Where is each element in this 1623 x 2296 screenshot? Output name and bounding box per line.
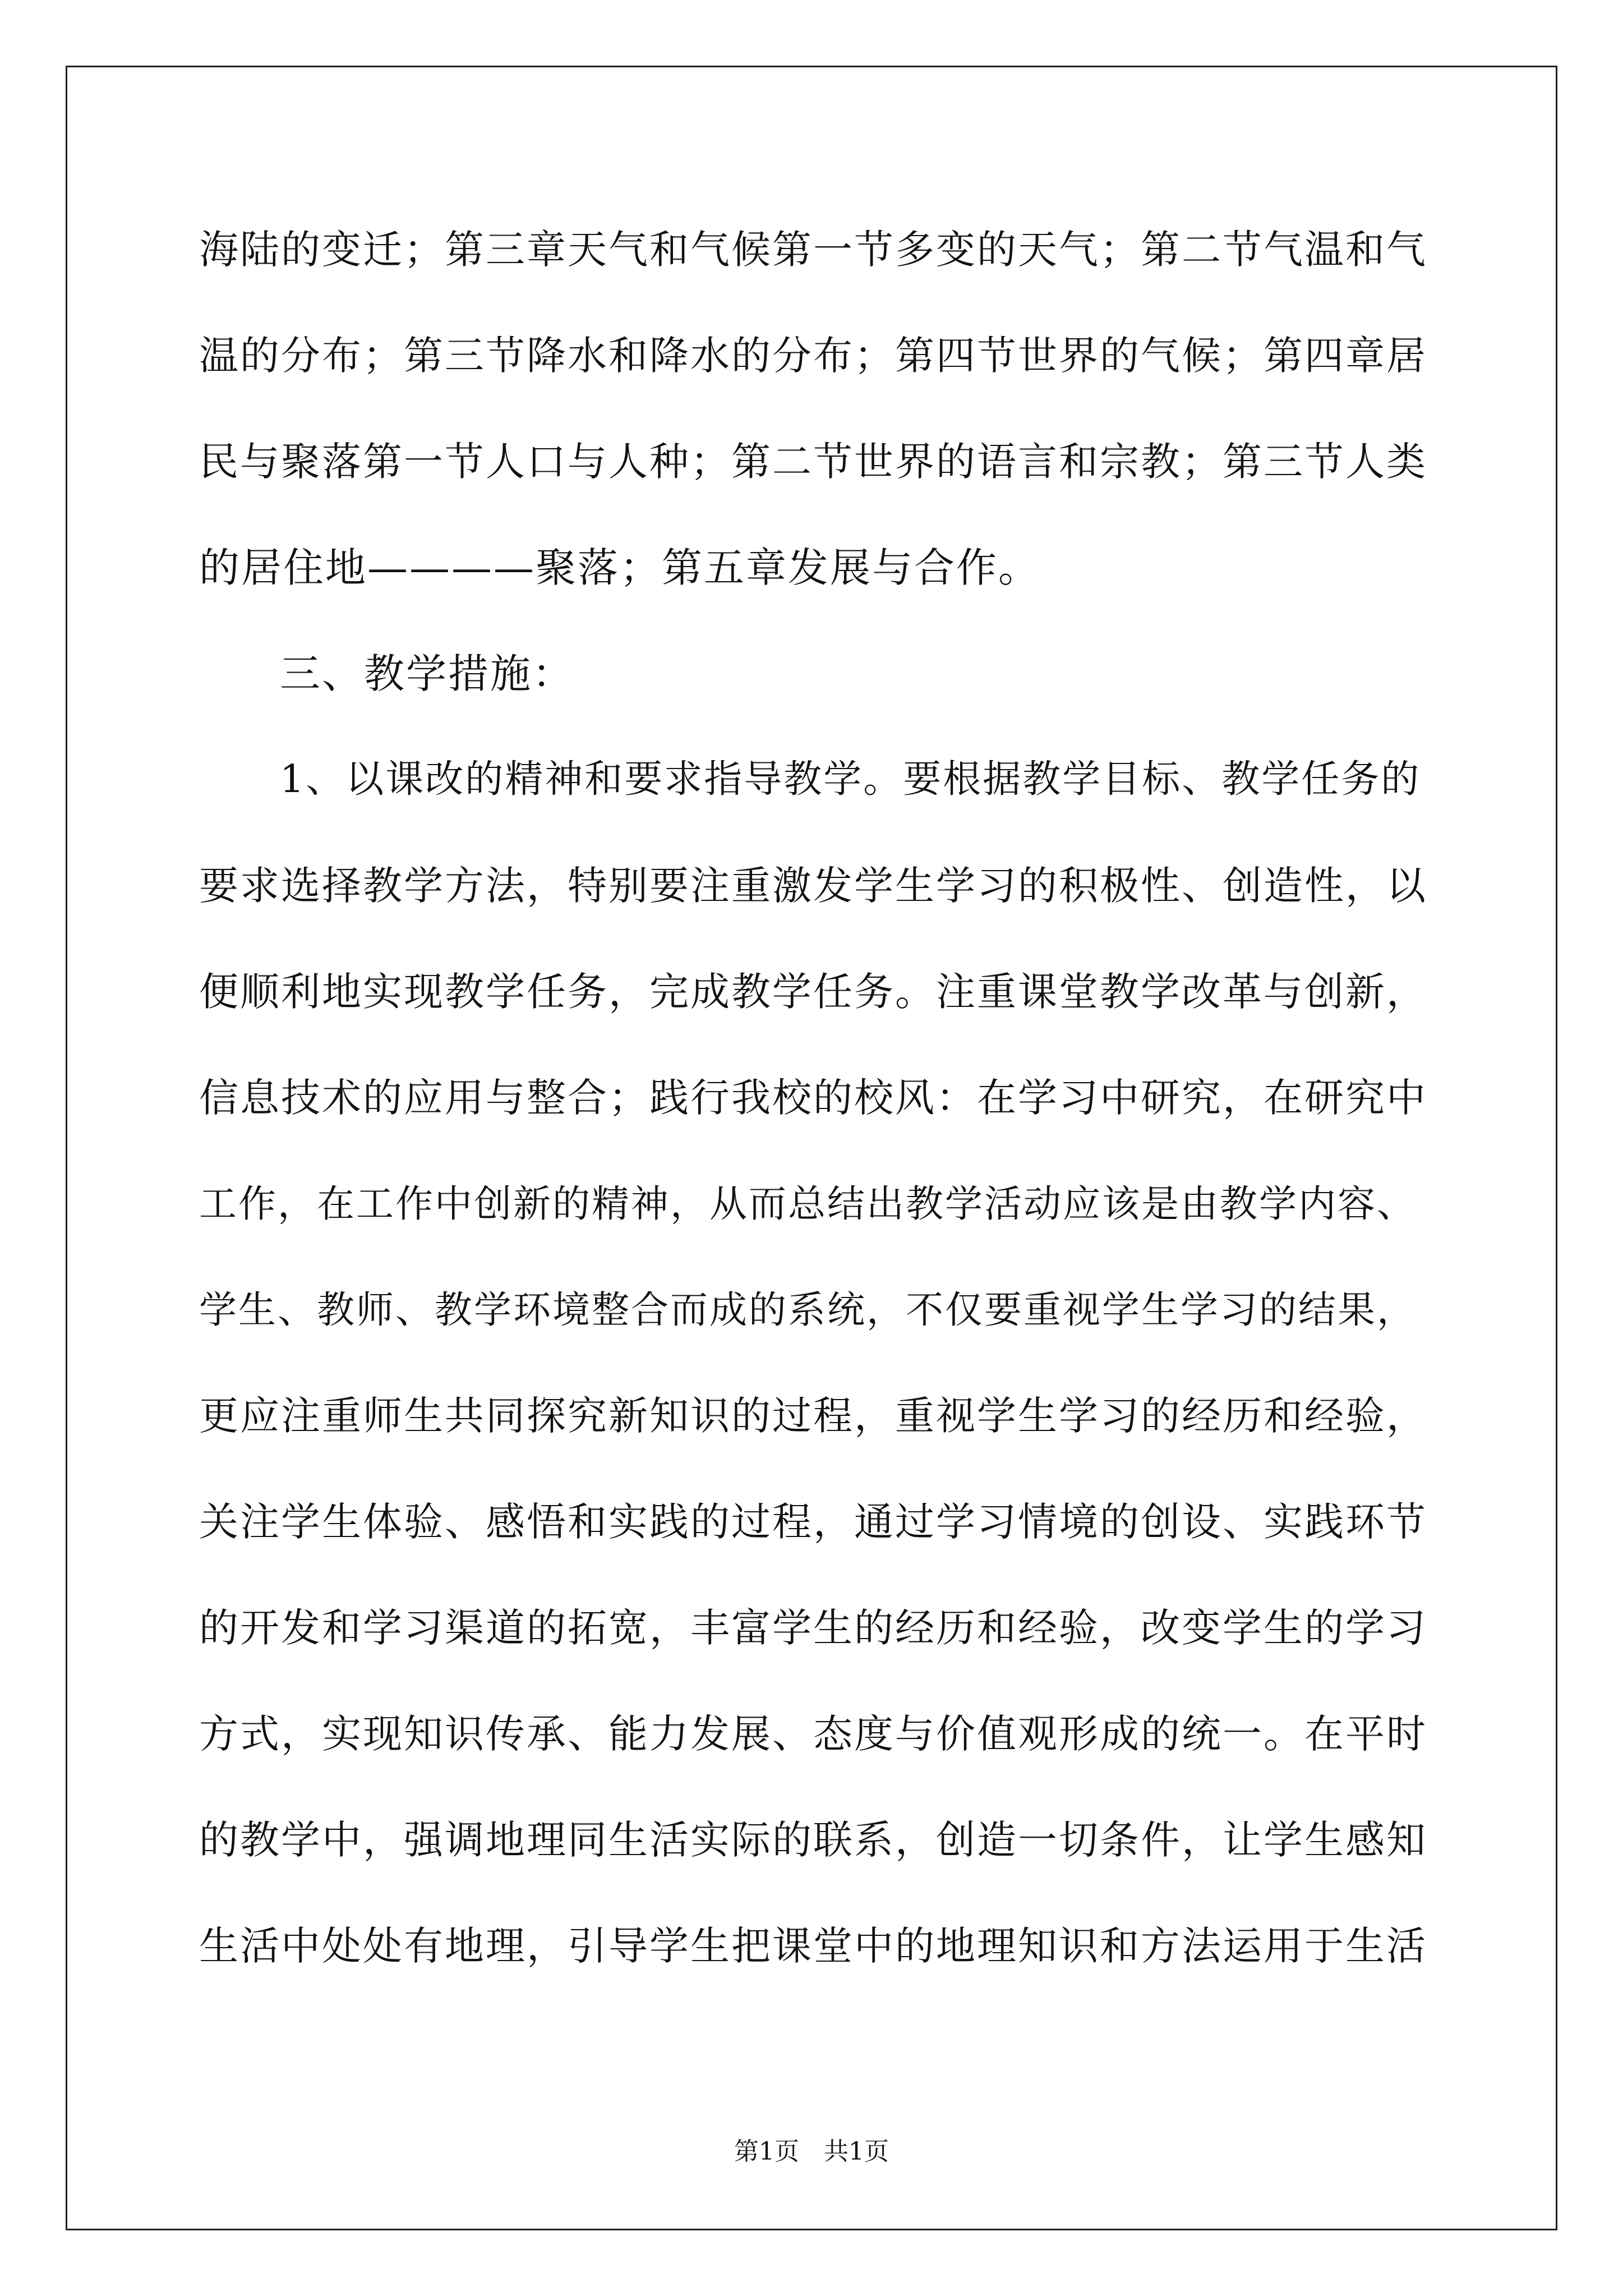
text-line: 的开发和学习渠道的拓宽，丰富学生的经历和经验，改变学生的学习	[199, 1605, 1427, 1651]
text-line: 学生、教师、教学环境整合而成的系统，不仅要重视学生学习的结果，	[199, 1288, 1416, 1332]
paragraph-first-line: 1、以课改的精神和要求指导教学。要根据教学目标、教学任务的	[280, 757, 1421, 802]
text-line: 的教学中，强调地理同生活实际的联系，创造一切条件，让学生感知	[199, 1817, 1427, 1863]
text-line: 工作，在工作中创新的精神，从而总结出教学活动应该是由教学内容、	[199, 1182, 1416, 1226]
text-line: 便顺利地实现教学任务，完成教学任务。注重课堂教学改革与创新，	[199, 969, 1427, 1015]
text-line: 更应注重师生共同探究新知识的过程，重视学生学习的经历和经验，	[199, 1393, 1427, 1439]
text-line: 要求选择教学方法，特别要注重激发学生学习的积极性、创造性，以	[199, 863, 1427, 909]
text-line: 的居住地————聚落；第五章发展与合作。	[199, 544, 1041, 591]
text-line: 关注学生体验、感悟和实践的过程，通过学习情境的创设、实践环节	[199, 1499, 1427, 1545]
text-line: 温的分布；第三节降水和降水的分布；第四节世界的气候；第四章居	[199, 333, 1427, 379]
text-line: 方式，实现知识传承、能力发展、态度与价值观形成的统一。在平时	[199, 1711, 1427, 1757]
text-line: 生活中处处有地理，引导学生把课堂中的地理知识和方法运用于生活	[199, 1923, 1427, 1969]
page-number-footer: 第1页 共1页	[734, 2137, 889, 2166]
text-line: 海陆的变迁；第三章天气和气候第一节多变的天气；第二节气温和气	[199, 227, 1427, 273]
text-line: 信息技术的应用与整合；践行我校的校风：在学习中研究，在研究中	[199, 1075, 1427, 1121]
text-line: 民与聚落第一节人口与人种；第二节世界的语言和宗教；第三节人类	[199, 439, 1427, 485]
page-border	[66, 66, 1557, 2230]
section-heading: 三、教学措施：	[280, 650, 575, 697]
